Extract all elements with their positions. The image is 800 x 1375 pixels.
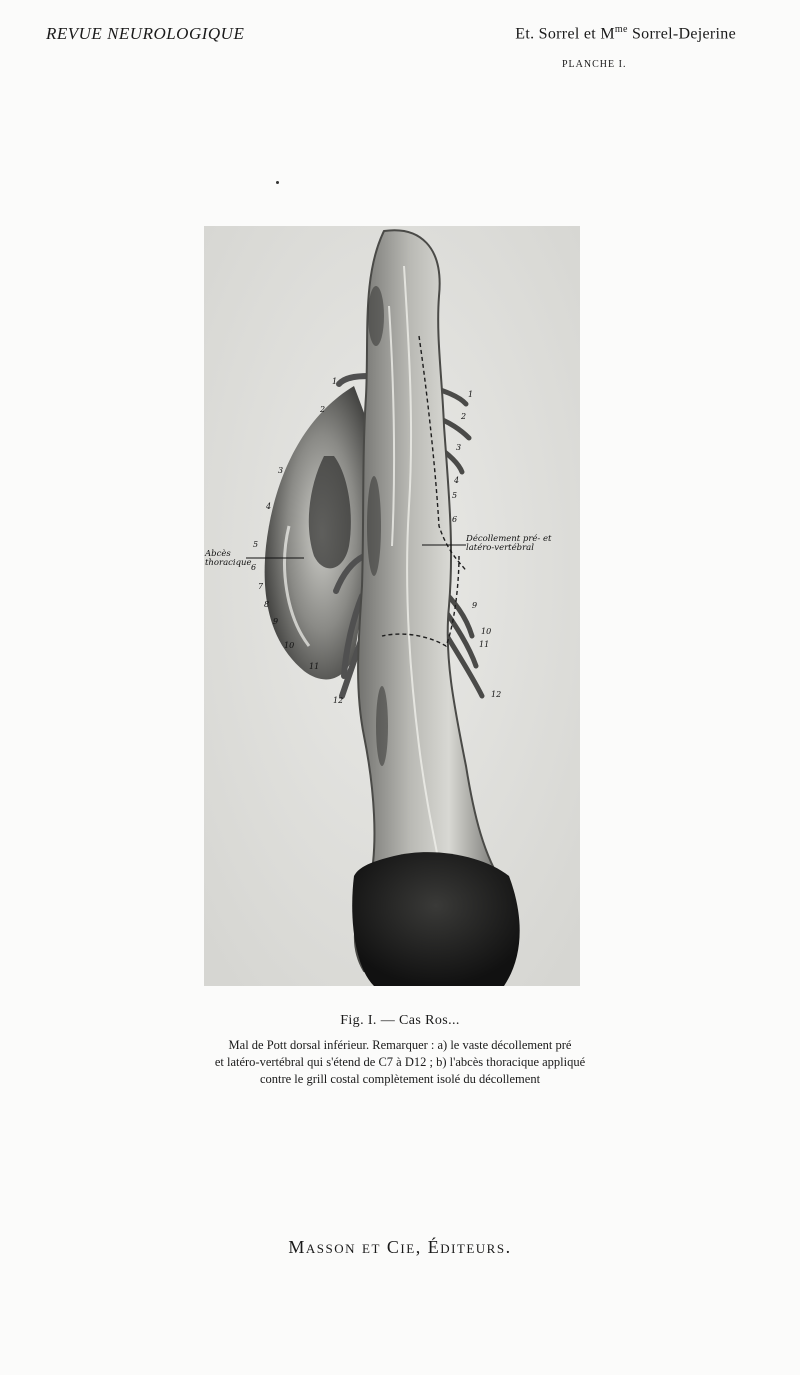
left-rib-number: 5 (253, 540, 259, 549)
left-rib-number: 12 (333, 696, 344, 705)
left-rib-number: 2 (320, 405, 326, 414)
authors-text-tail: Sorrel-Dejerine (627, 25, 736, 43)
left-rib-number: 7 (258, 582, 264, 591)
right-rib-number: 10 (481, 627, 492, 636)
caption-line: Mal de Pott dorsal inférieur. Remarquer : a) le vaste décollement pré (228, 1038, 572, 1052)
specimen-illustration (204, 226, 580, 986)
figure-caption-title: Fig. I. — Cas Ros... (340, 1013, 460, 1028)
right-rib-number: 2 (461, 412, 467, 421)
right-rib-number: 12 (491, 690, 502, 699)
authors-superscript: me (614, 24, 628, 35)
journal-title: REVUE NEUROLOGIQUE (46, 24, 245, 43)
left-rib-number: 11 (309, 662, 320, 671)
caption-line: contre le grill costal complètement isolé du décollement (259, 1072, 541, 1086)
plate-number: PLANCHE I. (562, 59, 627, 70)
right-rib-number: 1 (468, 390, 474, 399)
right-rib-number: 5 (452, 491, 458, 500)
left-rib-number: 9 (273, 617, 279, 626)
right-rib-number: 9 (472, 601, 478, 610)
abscess-label: Abcès thoracique (205, 549, 252, 568)
authors-text: Et. Sorrel et M (515, 25, 615, 43)
specimen-photograph (204, 226, 580, 986)
right-rib-number: 4 (454, 476, 460, 485)
right-rib-number: 6 (452, 515, 458, 524)
right-rib-number: 11 (479, 640, 490, 649)
authors-line (515, 24, 736, 43)
print-speck (276, 181, 279, 184)
specimen-base (352, 852, 519, 986)
detachment-label: Décollement pré- et latéro-vertébral (466, 534, 552, 553)
left-rib-number: 3 (278, 466, 284, 475)
left-rib-number: 4 (266, 502, 272, 511)
left-rib-number: 8 (264, 600, 270, 609)
left-rib-number: 6 (251, 563, 257, 572)
figure-caption-body (140, 1037, 660, 1088)
right-rib-number: 3 (456, 443, 462, 452)
left-rib-number: 1 (332, 377, 338, 386)
caption-line: et latéro-vertébral qui s'étend de C7 à D12 ; b) l'abcès thoracique appliqué (214, 1055, 586, 1069)
publisher-imprint: Masson et Cie, Éditeurs. (288, 1237, 512, 1257)
left-rib-number: 10 (284, 641, 295, 650)
